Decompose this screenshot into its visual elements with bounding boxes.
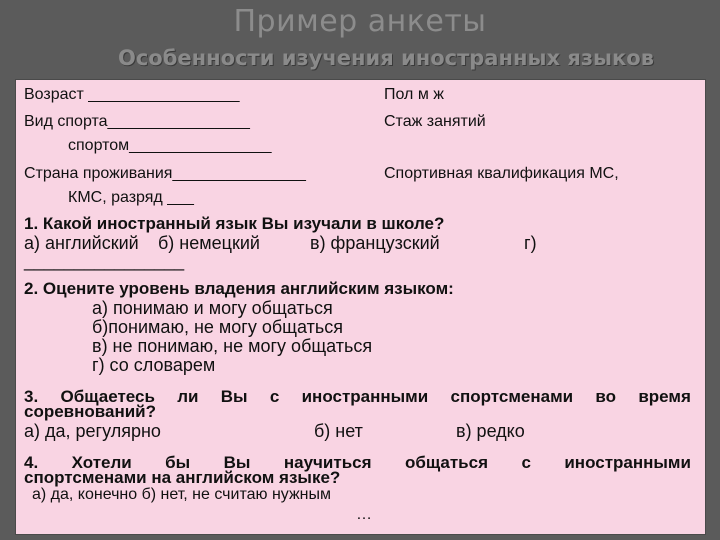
gender-field: Пол м ж [384, 86, 444, 103]
slide-subtitle: Особенности изучения иностранных языков [118, 46, 654, 70]
question-3-word: спортсменами [450, 387, 574, 406]
question-2-option-c: в) не понимаю, не могу общаться [92, 336, 373, 356]
question-4-word: 4. [24, 453, 39, 472]
experience-field: Стаж занятий [384, 113, 486, 130]
question-3-word: Вы [220, 387, 248, 406]
question-3-word: с [269, 387, 280, 406]
question-3-text-continuation: соревнований? [24, 402, 157, 421]
question-3-word: 3. [24, 387, 39, 406]
question-4-word: Вы [223, 453, 251, 472]
question-1-option-d: г) [524, 233, 537, 253]
question-1-option-a: а) английский [24, 233, 139, 253]
question-4-word: с [521, 453, 531, 472]
question-4-word: Хотели [71, 453, 132, 472]
question-4-word: бы [165, 453, 191, 472]
question-2-text: 2. Оцените уровень владения английским языком: [24, 279, 454, 298]
question-4-word: иностранными [564, 453, 691, 472]
question-2-option-b: б)понимаю, не могу общаться [92, 317, 343, 337]
question-4-answer-options: а) да, конечно б) нет, не считаю нужным [32, 486, 331, 503]
question-1-blank-line: ________________ [24, 251, 185, 271]
question-4-ellipsis: … [356, 506, 372, 523]
country-field-continuation: КМС, разряд ___ [68, 189, 194, 206]
questionnaire-card [15, 79, 706, 535]
question-3-option-c: в) редко [456, 421, 525, 441]
sport-field-continuation: спортом________________ [68, 137, 272, 154]
question-3-word: ли [177, 387, 199, 406]
question-1-option-c: в) французский [310, 233, 440, 253]
question-3-word: время [638, 387, 691, 406]
qualification-field: Спортивная квалификация МС, [384, 165, 619, 182]
sport-field: Вид спорта________________ [24, 113, 250, 130]
question-3-word: во [595, 387, 617, 406]
question-3-word: Общаетесь [60, 387, 155, 406]
question-3-option-a: а) да, регулярно [24, 421, 161, 441]
question-4-text-continuation: спортсменами на английском языке? [24, 468, 341, 487]
question-2-option-a: а) понимаю и могу общаться [92, 298, 333, 318]
question-1-text: 1. Какой иностранный язык Вы изучали в школе? [24, 214, 445, 233]
question-4-word: научиться [283, 453, 372, 472]
question-3-word: иностранными [301, 387, 429, 406]
question-1-option-b: б) немецкий [158, 233, 260, 253]
slide-title: Пример анкеты [233, 4, 487, 39]
country-field: Страна проживания_______________ [24, 165, 306, 182]
question-2-option-d: г) со словарем [92, 355, 216, 375]
question-4-word: общаться [404, 453, 489, 472]
question-3-option-b: б) нет [314, 421, 363, 441]
age-field: Возраст _________________ [24, 86, 240, 103]
